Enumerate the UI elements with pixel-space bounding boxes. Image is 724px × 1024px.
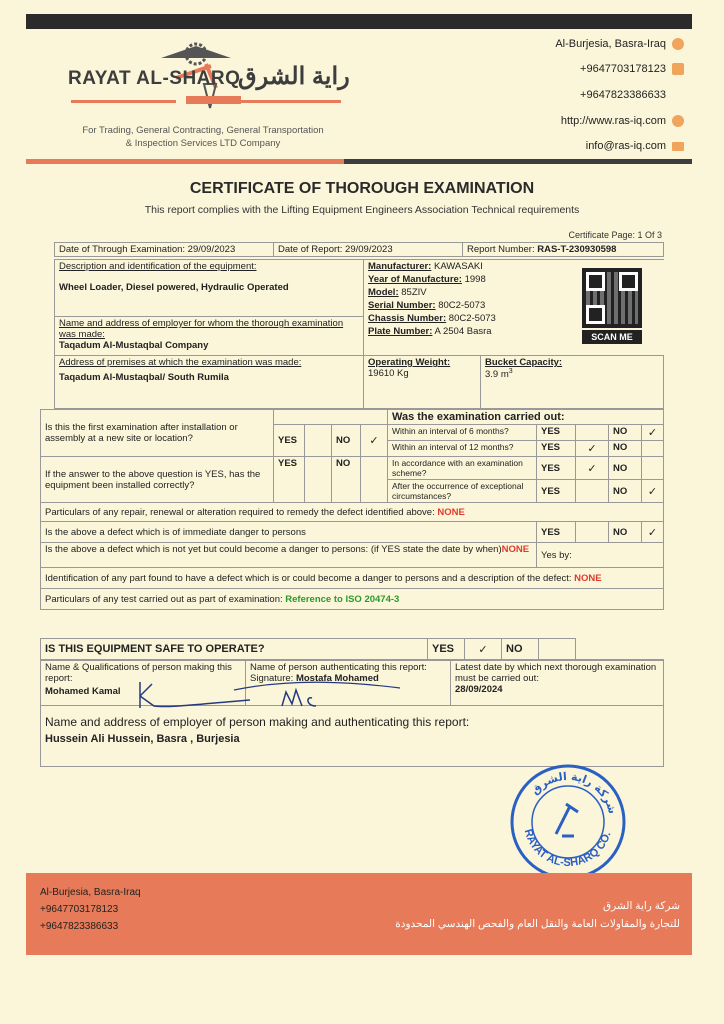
employer-label: Name and address of employer for whom the thorough examination was made: bbox=[59, 318, 344, 340]
safe-label: IS THIS EQUIPMENT SAFE TO OPERATE? bbox=[41, 639, 428, 660]
company-stamp bbox=[508, 762, 628, 882]
ident-row bbox=[41, 568, 664, 589]
bucket-value: 3.9 m bbox=[485, 369, 509, 381]
weight-value: 19610 Kg bbox=[368, 368, 409, 379]
tagline-line-1: For Trading, General Contracting, General Transportation bbox=[82, 125, 324, 136]
footer-contact bbox=[40, 884, 141, 935]
year-label: Year of Manufacture: bbox=[368, 274, 462, 285]
q2-text: If the answer to the above question is YES, has the equipment been installed correctly? bbox=[41, 457, 274, 503]
mail-icon bbox=[672, 142, 684, 151]
brand-name-en: RAYAT AL-SHARQ bbox=[68, 68, 241, 89]
certificate-subtitle: This report complies with the Lifting Equipment Engineers Association Technical requirements bbox=[144, 204, 580, 216]
c1-yes: YES bbox=[537, 425, 576, 441]
location-icon bbox=[672, 38, 684, 50]
c4-no: NO bbox=[609, 480, 642, 503]
q2-yes: YES bbox=[274, 457, 305, 503]
danger-yes-box[interactable] bbox=[576, 522, 609, 543]
carried-out-title: Was the examination carried out: bbox=[388, 410, 664, 425]
separator-dark bbox=[344, 159, 692, 164]
c1-text: Within an interval of 6 months? bbox=[388, 425, 537, 441]
next-exam-date: 28/09/2024 bbox=[455, 684, 503, 695]
next-exam-label: Latest date by which next thorough examination must be carried out: bbox=[455, 662, 657, 684]
contact-phone2 bbox=[580, 89, 666, 101]
danger-yes: YES bbox=[537, 522, 576, 543]
safe-spacer bbox=[576, 639, 665, 660]
equipment-desc-cell bbox=[55, 260, 364, 317]
equipment-desc: Wheel Loader, Diesel powered, Hydraulic Operated bbox=[59, 282, 289, 293]
c1-no-check[interactable]: ✓ bbox=[642, 425, 664, 441]
dates-table bbox=[54, 242, 664, 257]
future-row bbox=[41, 543, 537, 568]
safe-yes: YES bbox=[428, 639, 465, 660]
c4-text: After the occurrence of exceptional circumstances? bbox=[388, 480, 537, 503]
bucket-label: Bucket Capacity: bbox=[485, 357, 563, 368]
separator-orange bbox=[26, 159, 344, 164]
c4-yes-box[interactable] bbox=[576, 480, 609, 503]
report-date: Date of Report: 29/09/2023 bbox=[274, 243, 463, 257]
ident-value: NONE bbox=[574, 572, 602, 584]
top-bar bbox=[26, 14, 692, 29]
c2-text: Within an interval of 12 months? bbox=[388, 441, 537, 457]
test-value: Reference to ISO 20474-3 bbox=[285, 593, 400, 605]
safe-no: NO bbox=[502, 639, 539, 660]
footer-band bbox=[26, 873, 692, 955]
c4-yes: YES bbox=[537, 480, 576, 503]
qr-corner bbox=[586, 272, 605, 291]
chassis-label: Chassis Number: bbox=[368, 313, 447, 324]
bucket-unit-sup: 3 bbox=[508, 368, 513, 375]
premises-label: Address of premises at which the examination was made: bbox=[59, 357, 302, 368]
report-number bbox=[463, 243, 664, 257]
stamp-text: RAYAT AL-SHARQ CO. bbox=[521, 827, 614, 870]
premises-cell bbox=[55, 356, 364, 409]
contact-web bbox=[561, 115, 684, 127]
contact-phone1 bbox=[580, 63, 684, 75]
manufacturer-label: Manufacturer: bbox=[368, 261, 432, 272]
tagline bbox=[68, 124, 338, 150]
certificate-page: Certificate Page: 1 Of 3 bbox=[568, 230, 662, 240]
footer-phone2: +9647823386633 bbox=[40, 921, 119, 932]
svg-text:RAYAT AL-SHARQ CO. bbox=[522, 828, 614, 869]
c2-yes-check[interactable]: ✓ bbox=[576, 441, 609, 457]
questions-table bbox=[40, 409, 664, 610]
plate-value: A 2504 Basra bbox=[434, 326, 492, 337]
weight-label: Operating Weight: bbox=[368, 357, 451, 368]
maker-name: Mohamed Kamal bbox=[45, 686, 121, 697]
contact-email-text: info@ras-iq.com bbox=[585, 140, 666, 152]
serial-value: 80C2-5073 bbox=[438, 300, 486, 311]
q2-yes-box[interactable] bbox=[305, 457, 332, 503]
premises-value: Taqadum Al-Mustaqbal/ South Rumila bbox=[59, 372, 229, 383]
brand-name-ar: راية الشرق bbox=[238, 63, 350, 90]
phone-icon bbox=[672, 63, 684, 75]
plate-label: Plate Number: bbox=[368, 326, 433, 337]
safe-yes-check[interactable]: ✓ bbox=[465, 639, 502, 660]
test-row bbox=[41, 589, 664, 610]
equipment-table bbox=[54, 259, 664, 409]
c3-no-box[interactable] bbox=[642, 457, 664, 480]
contact-phone2-text: +9647823386633 bbox=[580, 89, 666, 101]
c3-yes: YES bbox=[537, 457, 576, 480]
c3-yes-check[interactable]: ✓ bbox=[576, 457, 609, 480]
certificate-title: CERTIFICATE OF THOROUGH EXAMINATION bbox=[189, 180, 535, 197]
employer-auth-cell bbox=[41, 706, 664, 767]
repair-value: NONE bbox=[437, 506, 465, 518]
employer-auth-label: Name and address of employer of person making and authenticating this report: bbox=[45, 715, 470, 729]
qr-corner bbox=[586, 305, 605, 324]
contact-address bbox=[555, 38, 684, 50]
report-number-value: RAS-T-230930598 bbox=[537, 244, 617, 255]
year-value: 1998 bbox=[464, 274, 486, 285]
danger-no: NO bbox=[609, 522, 642, 543]
employer-auth-value: Hussein Ali Hussein, Basra , Burjesia bbox=[45, 733, 240, 745]
c3-text: In accordance with an examination scheme? bbox=[388, 457, 537, 480]
contact-web-text: http://www.ras-iq.com bbox=[560, 115, 666, 127]
contact-email bbox=[586, 140, 684, 152]
footer-phone1: +9647703178123 bbox=[40, 904, 119, 915]
qr-corner bbox=[619, 272, 638, 291]
repair-row bbox=[41, 503, 664, 522]
c1-yes-box[interactable] bbox=[576, 425, 609, 441]
repair-label: Particulars of any repair, renewal or alteration required to remedy the defect identified above: bbox=[45, 506, 438, 518]
q1-no: NO bbox=[332, 425, 361, 457]
bucket-cell bbox=[481, 356, 664, 409]
auth-signature-label: Signature: bbox=[250, 673, 296, 684]
c2-yes: YES bbox=[537, 441, 576, 457]
footer-ar-line1: شركة راية الشرق bbox=[602, 900, 680, 912]
test-label: Particulars of any test carried out as part of examination: bbox=[45, 593, 286, 605]
footer-arabic bbox=[395, 897, 680, 933]
serial-label: Serial Number: bbox=[368, 300, 436, 311]
weight-cell bbox=[364, 356, 481, 409]
c4-no-check[interactable]: ✓ bbox=[642, 480, 664, 503]
q2-no-box[interactable] bbox=[361, 457, 388, 503]
auth-signature bbox=[232, 676, 402, 712]
employer-value: Taqadum Al-Mustaqbal Company bbox=[59, 340, 209, 351]
next-exam-cell bbox=[451, 661, 664, 706]
model-label: Model: bbox=[368, 287, 399, 298]
exam-date: Date of Through Examination: 29/09/2023 bbox=[55, 243, 274, 257]
qr-code[interactable] bbox=[582, 268, 642, 328]
c2-no-box[interactable] bbox=[642, 441, 664, 457]
c2-no: NO bbox=[609, 441, 642, 457]
yes-by: Yes by: bbox=[537, 543, 664, 568]
future-value: NONE bbox=[501, 544, 530, 555]
q1-no-check[interactable]: ✓ bbox=[361, 425, 388, 457]
contact-address-text: Al-Burjesia, Basra-Iraq bbox=[555, 38, 666, 50]
auth-label: Name of person authenticating this report: bbox=[250, 662, 427, 673]
c1-no: NO bbox=[609, 425, 642, 441]
danger-label: Is the above a defect which is of immediate danger to persons bbox=[41, 522, 537, 543]
maker-label: Name & Qualifications of person making this report: bbox=[45, 662, 232, 684]
footer-ar-line2: للتجارة والمقاولات العامة والنقل العام والفحص الهندسي المحدودة bbox=[395, 918, 680, 930]
equipment-desc-label: Description and identification of the equipment: bbox=[59, 261, 257, 272]
report-number-label: Report Number: bbox=[467, 244, 538, 255]
c3-no: NO bbox=[609, 457, 642, 480]
employer-cell bbox=[55, 317, 364, 356]
stamp-text-ar: شركة راية الشرق bbox=[528, 769, 620, 816]
spacer-cell bbox=[274, 410, 388, 425]
globe-icon bbox=[672, 115, 684, 127]
contact-phone1-text: +9647703178123 bbox=[580, 63, 666, 75]
q1-yes-box[interactable] bbox=[305, 425, 332, 457]
manufacturer-value: KAWASAKI bbox=[433, 261, 483, 272]
safe-table bbox=[40, 638, 664, 660]
auth-name: Mostafa Mohamed bbox=[295, 673, 379, 684]
q2-no: NO bbox=[332, 457, 361, 503]
danger-no-check[interactable]: ✓ bbox=[642, 522, 664, 543]
q1-yes: YES bbox=[274, 425, 305, 457]
q1-text: Is this the first examination after installation or assembly at a new site or location? bbox=[41, 410, 274, 457]
future-label: Is the above a defect which is not yet but could become a danger to persons: (if YES state the date by when) bbox=[45, 544, 502, 555]
bucket-value-wrap bbox=[485, 368, 659, 380]
model-value: 85ZIV bbox=[401, 287, 427, 298]
ident-label: Identification of any part found to have a defect which is or could become a danger to persons and a description of the defect: bbox=[45, 572, 575, 584]
tagline-line-2: & Inspection Services LTD Company bbox=[125, 138, 281, 149]
safe-no-box[interactable] bbox=[539, 639, 576, 660]
chassis-value: 80C2-5073 bbox=[448, 313, 496, 324]
footer-address: Al-Burjesia, Basra-Iraq bbox=[40, 887, 141, 898]
scan-me-label: SCAN ME bbox=[582, 330, 642, 344]
